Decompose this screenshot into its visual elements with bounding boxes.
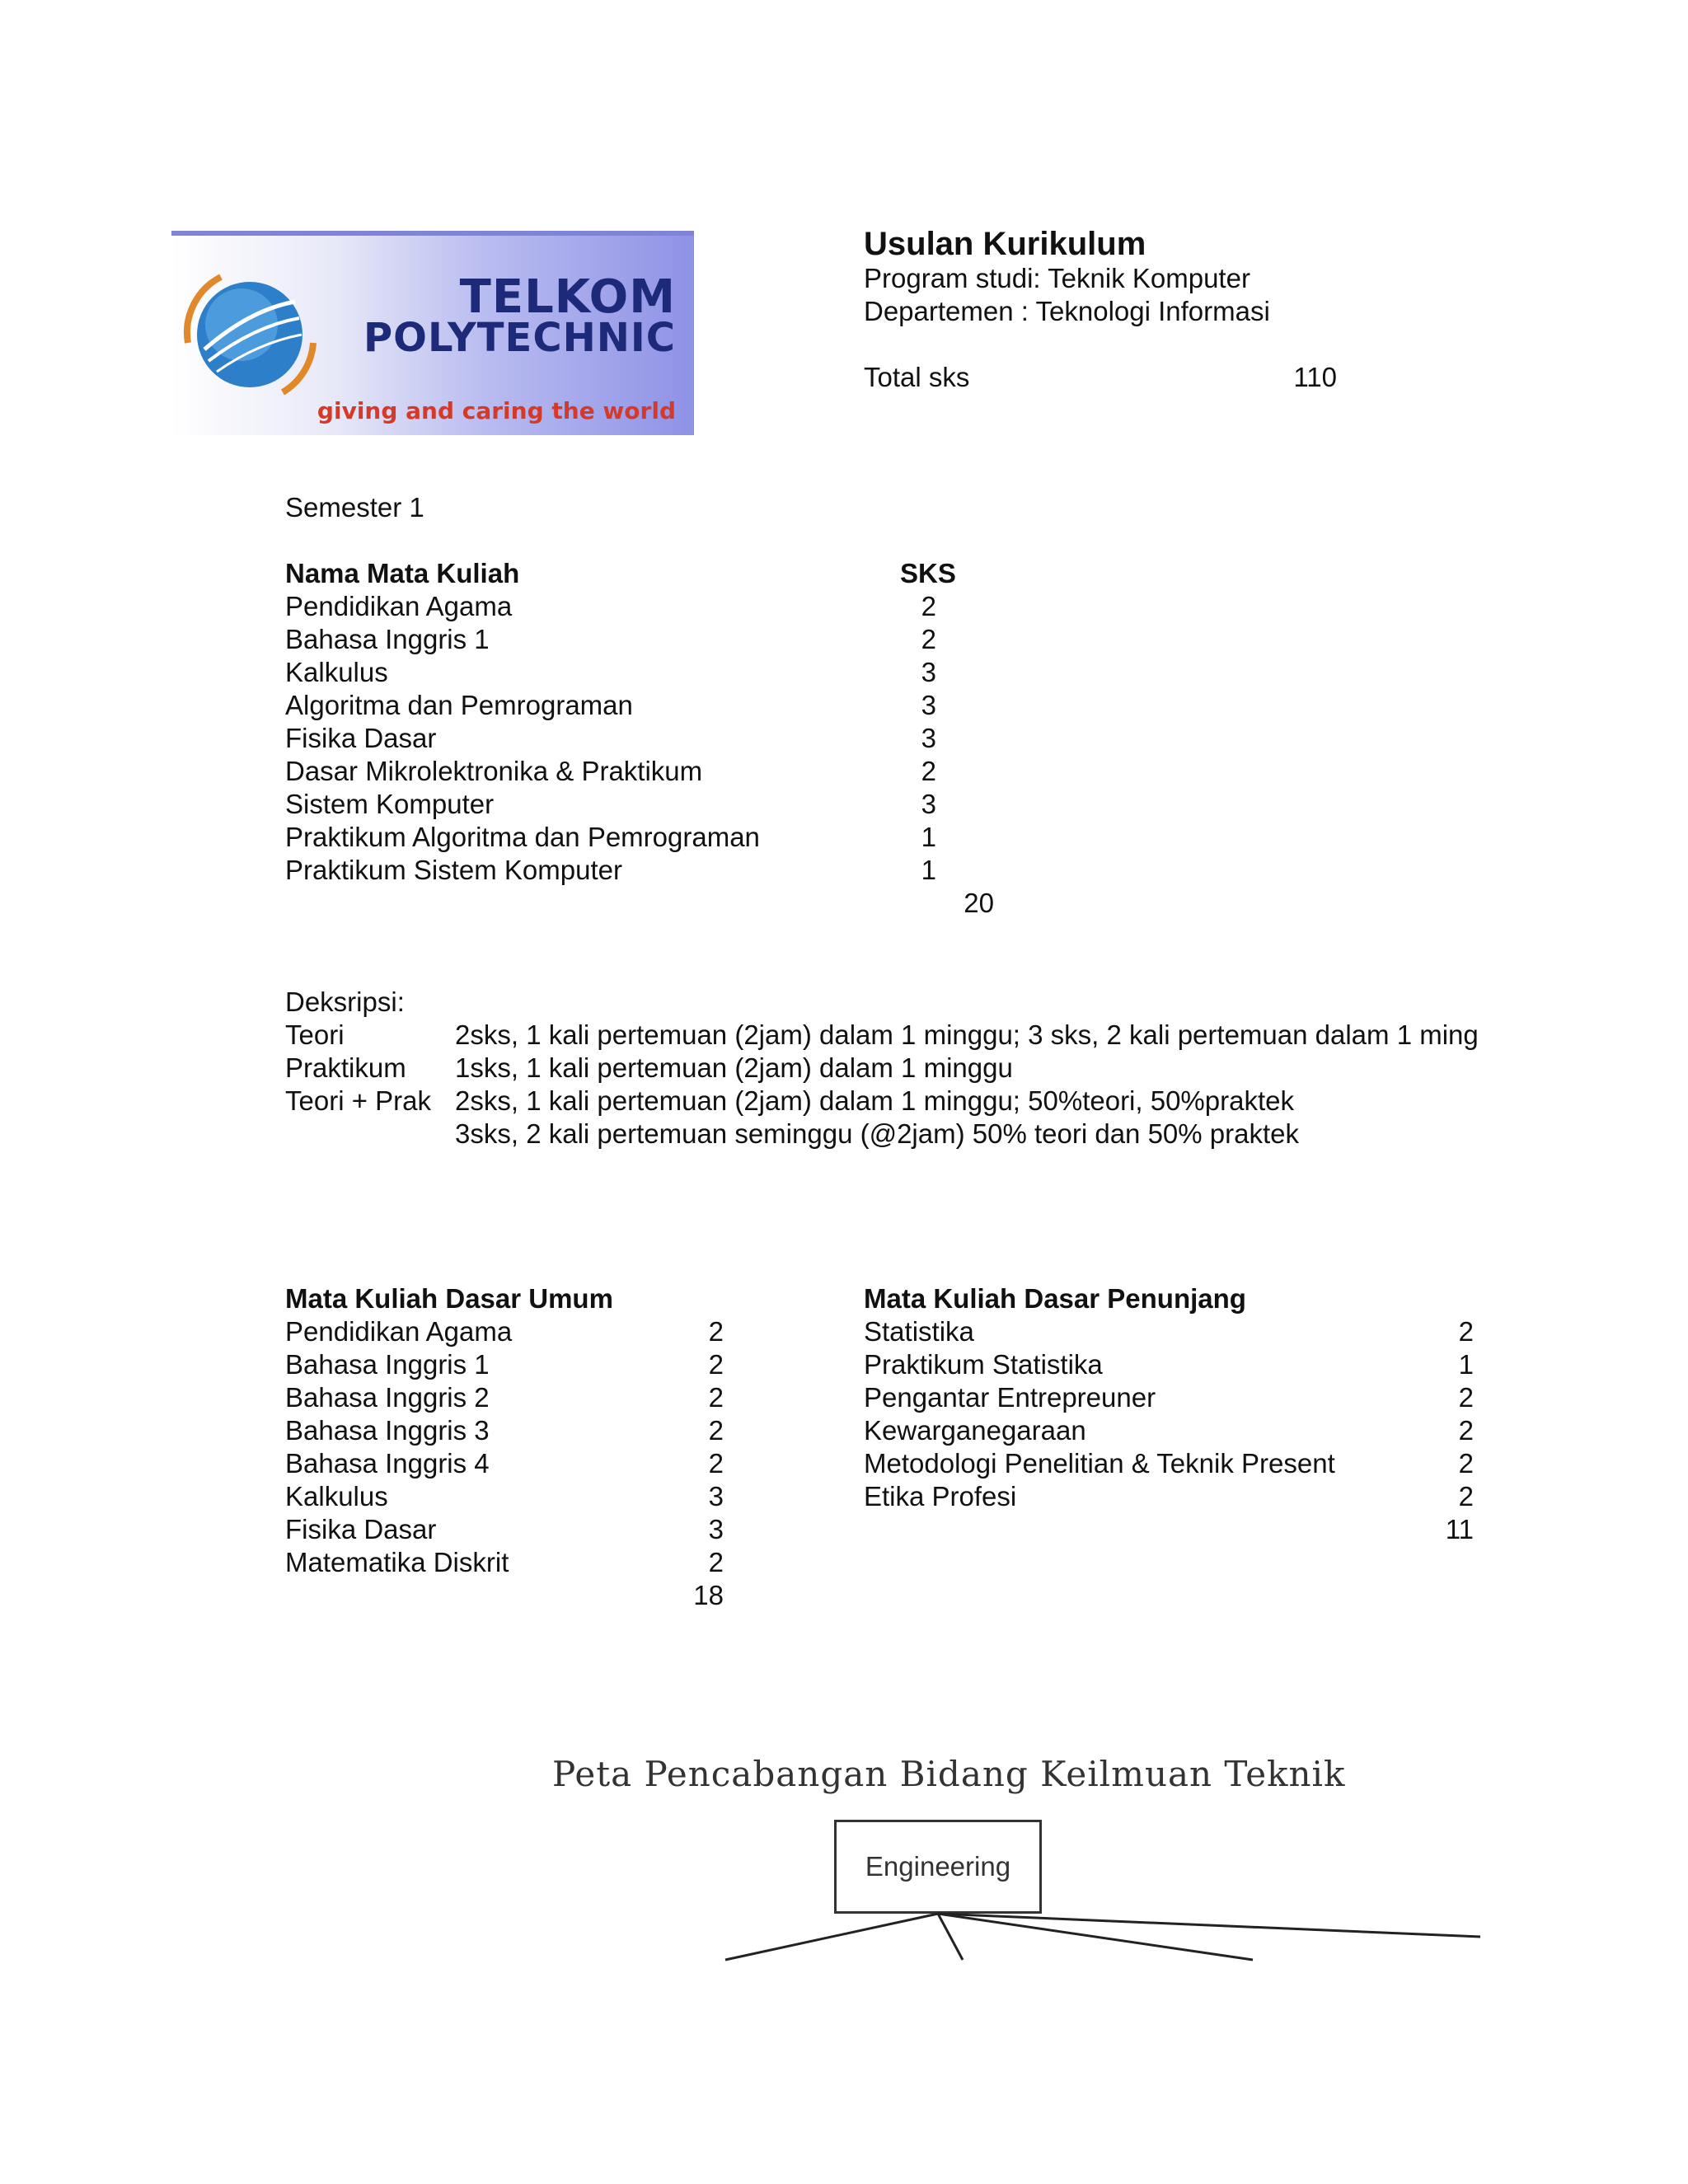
branch-line [938, 1914, 963, 1960]
description-type: Teori [285, 1019, 345, 1050]
course-name: Bahasa Inggris 1 [285, 624, 490, 654]
course-sks: 1 [921, 855, 936, 885]
course-name: Pengantar Entrepreuner [864, 1382, 1156, 1413]
mkdu-title: Mata Kuliah Dasar Umum [285, 1283, 613, 1314]
course-sks: 3 [708, 1481, 724, 1511]
course-name: Bahasa Inggris 3 [285, 1415, 490, 1446]
course-name: Praktikum Algoritma dan Pemrograman [285, 822, 760, 852]
column-header-sks: SKS [900, 558, 956, 588]
course-name: Bahasa Inggris 1 [285, 1349, 490, 1380]
course-sks: 2 [708, 1448, 724, 1479]
course-name: Praktikum Statistika [864, 1349, 1103, 1380]
description-text: 2sks, 1 kali pertemuan (2jam) dalam 1 minggu; 50%teori, 50%praktek [455, 1085, 1294, 1116]
course-sks: 3 [921, 789, 936, 819]
description-type: Teori + Prak [285, 1085, 431, 1116]
course-name: Fisika Dasar [285, 1514, 437, 1544]
course-name: Bahasa Inggris 2 [285, 1382, 490, 1413]
mkdp-total: 11 [1445, 1514, 1474, 1544]
course-name: Fisika Dasar [285, 723, 437, 753]
course-sks: 3 [921, 723, 936, 753]
course-sks: 2 [708, 1349, 724, 1380]
description-text: 3sks, 2 kali pertemuan seminggu (@2jam) 50% teori dan 50% praktek [455, 1118, 1299, 1149]
semester-total: 20 [964, 888, 994, 918]
course-name: Statistika [864, 1316, 974, 1347]
course-sks: 3 [921, 690, 936, 720]
course-sks: 1 [1458, 1349, 1474, 1380]
course-sks: 2 [708, 1316, 724, 1347]
program-label: Program studi: Teknik Komputer [864, 263, 1250, 293]
mkdp-title: Mata Kuliah Dasar Penunjang [864, 1283, 1246, 1314]
total-sks-label: Total sks [864, 362, 970, 392]
total-sks-value: 110 [1293, 362, 1337, 392]
course-sks: 2 [1458, 1316, 1474, 1347]
course-name: Pendidikan Agama [285, 591, 513, 621]
engineering-node-label: Engineering [865, 1851, 1011, 1882]
course-sks: 1 [921, 822, 936, 852]
logo-brand-line1: TELKOM [459, 270, 676, 324]
course-sks: 2 [708, 1547, 724, 1577]
course-name: Kalkulus [285, 657, 388, 687]
course-name: Pendidikan Agama [285, 1316, 513, 1347]
course-sks: 2 [1458, 1448, 1474, 1479]
description-text: 2sks, 1 kali pertemuan (2jam) dalam 1 minggu; 3 sks, 2 kali pertemuan dalam 1 ming [455, 1019, 1479, 1050]
course-name: Algoritma dan Pemrograman [285, 690, 633, 720]
logo-brand-line2: POLYTECHNIC [363, 315, 676, 361]
description-label: Deksripsi: [285, 987, 405, 1017]
course-sks: 2 [921, 591, 936, 621]
logo-tagline: giving and caring the world [316, 397, 676, 424]
course-name: Matematika Diskrit [285, 1547, 509, 1577]
course-name: Bahasa Inggris 4 [285, 1448, 490, 1479]
course-name: Dasar Mikrolektronika & Praktikum [285, 756, 703, 786]
course-sks: 2 [708, 1382, 724, 1413]
course-name: Etika Profesi [864, 1481, 1017, 1511]
course-sks: 2 [1458, 1382, 1474, 1413]
course-sks: 2 [1458, 1481, 1474, 1511]
course-sks: 2 [708, 1415, 724, 1446]
course-sks: 3 [921, 657, 936, 687]
description-text: 1sks, 1 kali pertemuan (2jam) dalam 1 minggu [455, 1052, 1013, 1083]
course-name: Kalkulus [285, 1481, 388, 1511]
course-sks: 2 [921, 624, 936, 654]
course-sks: 2 [921, 756, 936, 786]
course-name: Praktikum Sistem Komputer [285, 855, 622, 885]
course-name: Kewarganegaraan [864, 1415, 1086, 1446]
course-sks: 3 [708, 1514, 724, 1544]
column-header-name: Nama Mata Kuliah [285, 558, 520, 588]
course-name: Metodologi Penelitian & Teknik Present [864, 1448, 1335, 1479]
course-name: Sistem Komputer [285, 789, 495, 819]
department-label: Departemen : Teknologi Informasi [864, 296, 1270, 326]
semester-label: Semester 1 [285, 492, 424, 523]
course-sks: 2 [1458, 1415, 1474, 1446]
branch-line [725, 1914, 938, 1960]
description-type: Praktikum [285, 1052, 406, 1083]
diagram-title: Peta Pencabangan Bidang Keilmuan Teknik [552, 1754, 1346, 1794]
page-title: Usulan Kurikulum [864, 226, 1146, 262]
mkdu-total: 18 [693, 1580, 724, 1610]
